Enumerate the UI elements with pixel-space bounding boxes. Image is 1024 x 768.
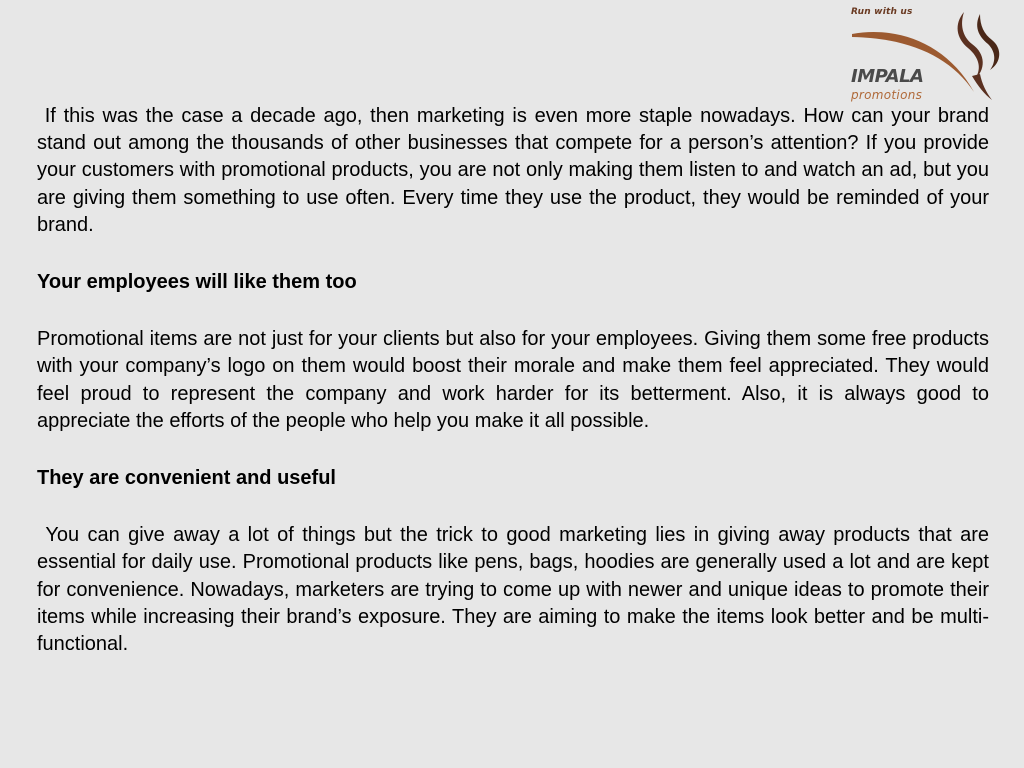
impala-promotions-logo: [846, 4, 1006, 104]
article-body: [37, 103, 995, 658]
logo-brand-subtitle: promotions: [851, 88, 923, 102]
section-heading-employees: Your employees will like them too: [37, 271, 357, 294]
logo-tagline: Run with us: [851, 7, 913, 17]
paragraph-convenient: You can give away a lot of things but the trick to good marketing lies in giving away products that are essential for daily use. Promotional products like pens, bags, hoodies are generally used a lot and are kept for convenience. Nowadays, marketers are trying to come up with newer and unique ideas to promote their items while increasing their brand’s exposure. They are aiming to make the items look better and be multi-functional.: [37, 524, 995, 656]
paragraph-intro: If this was the case a decade ago, then marketing is even more staple nowadays. How can your brand stand out among the thousands of other businesses that compete for a person’s attention? If you provide your customers with promotional products, you are not only making them listen to and watch an ad, but you are giving them something to use often. Every time they use the product, they would be reminded of your brand.: [37, 105, 995, 236]
logo-brand-name: IMPALA: [851, 66, 924, 87]
section-heading-convenient: They are convenient and useful: [37, 467, 336, 490]
paragraph-employees: Promotional items are not just for your clients but also for your employees. Giving them some free products with your company’s logo on them would boost their morale and make them feel appreciated. They would feel proud to represent the company and work harder for its betterment. Also, it is always good to appreciate the efforts of the people who help you make it all possible.: [37, 328, 989, 432]
